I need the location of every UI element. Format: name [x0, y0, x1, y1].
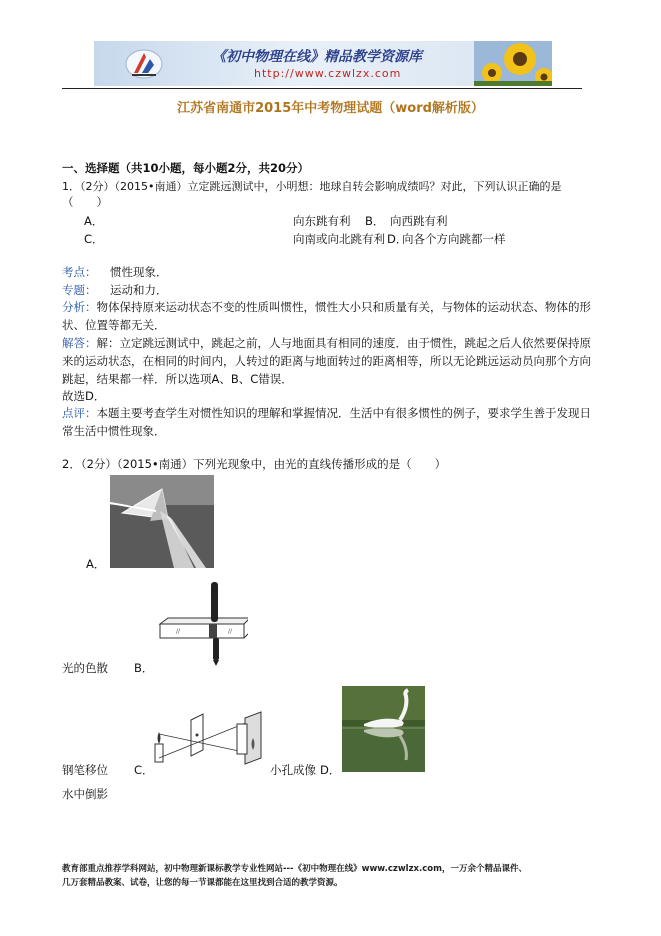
q2-option-b-image: [158, 580, 248, 666]
q2-option-b-caption: 钢笔移位: [62, 763, 108, 777]
q2-stem: 2．（2分）（2015•南通）下列光现象中，由光的直线传播形成的是（ ）: [62, 457, 447, 471]
q1-option-b-label: B．: [365, 214, 385, 228]
q1-kaodian-label: 考点：: [62, 265, 97, 279]
q1-jieda-label: 解答：: [62, 336, 97, 350]
footer-line1: 教育部重点推荐学科网站，初中物理新课标教学专业性网站---《初中物理在线》www.czwlzx.com，一万余个精品课件、: [62, 864, 527, 874]
document-title: 江苏省南通市2015年中考物理试题（word解析版）: [177, 101, 484, 116]
pen-glass-icon: [158, 580, 248, 666]
pinhole-camera-icon: [153, 710, 269, 766]
q1-option-d-label: D．: [387, 232, 408, 246]
svg-text://: //: [228, 628, 233, 635]
q1-stem-line2: （ ）: [62, 195, 108, 209]
q2-option-c-caption: 小孔成像: [270, 763, 316, 777]
q1-stem-line1: 1．（2分）（2015•南通）立定跳远测试中，小明想：地球自转会影响成绩吗？对此，下列认识正确的是: [62, 180, 562, 193]
q2-option-d-image: [342, 686, 425, 772]
q1-zhuanti-label: 专题：: [62, 283, 97, 297]
q2-option-c-label: C．: [134, 763, 154, 777]
logo-icon: [124, 47, 164, 81]
q1-option-c-text: 向南或向北跳有利: [293, 232, 385, 246]
q2-option-a-label: A．: [86, 557, 106, 571]
q2-option-c-image: [153, 710, 269, 766]
q1-option-c-label: C．: [84, 232, 104, 246]
q1-dianping: 本题主要考查学生对惯性知识的理解和掌握情况．生活中有很多惯性的例子，要求学生善于发现日常生活中惯性现象．: [62, 406, 591, 438]
q1-option-a-label: A．: [84, 214, 104, 228]
section-heading: 一、选择题（共10小题，每小题2分，共20分）: [62, 161, 310, 175]
footer-line2: 几万套精品教案、试卷，让您的每一节课都能在这里找到合适的教学资源。: [62, 878, 343, 888]
q1-dianping-label: 点评：: [62, 406, 97, 420]
q1-dianping-block: [62, 404, 592, 440]
q1-jieda: 解：立定跳远测试中，跳起之前，人与地面具有相同的速度．由于惯性，跳起之后人依然要保持原来的运动状态，在相同的时间内，人转过的距离与地面转过的距离相等，所以无论跳远运动员向那个方向跳起，结果都一样．所以选项A、B、C错误．: [62, 336, 591, 386]
q2-option-d-label: D．: [320, 763, 341, 777]
page-footer: [62, 862, 592, 890]
header-banner: [94, 41, 552, 86]
header-divider: [62, 88, 582, 89]
q1-fenxi-block: [62, 298, 592, 334]
svg-text://: //: [176, 628, 181, 635]
prism-dispersion-icon: [110, 475, 214, 568]
q1-answer: 故选D．: [62, 389, 106, 403]
q2-option-a-image: [110, 475, 214, 568]
banner-title: 《初中物理在线》精品教学资源库: [212, 49, 422, 65]
q1-kaodian: 惯性现象．: [110, 265, 168, 279]
q1-zhuanti: 运动和力．: [110, 283, 168, 297]
q1-fenxi: 物体保持原来运动状态不变的性质叫惯性，惯性大小只和质量有关，与物体的运动状态、物体的形状、位置等都无关．: [62, 300, 591, 332]
q1-option-d-text: 向各个方向跳都一样: [402, 232, 506, 246]
q1-fenxi-label: 分析：: [62, 300, 97, 314]
sunflower-icon: [474, 41, 552, 86]
q1-option-b-text: 向西跳有利: [390, 214, 448, 228]
banner-url: http://www.czwlzx.com: [254, 67, 402, 80]
q2-option-d-caption: 水中倒影: [62, 787, 108, 801]
q2-option-b-label: B．: [134, 661, 154, 675]
q2-option-a-caption: 光的色散: [62, 661, 108, 675]
swan-reflection-icon: [342, 686, 425, 772]
q1-option-a-text: 向东跳有利: [293, 214, 351, 228]
q1-jieda-block: [62, 334, 592, 388]
